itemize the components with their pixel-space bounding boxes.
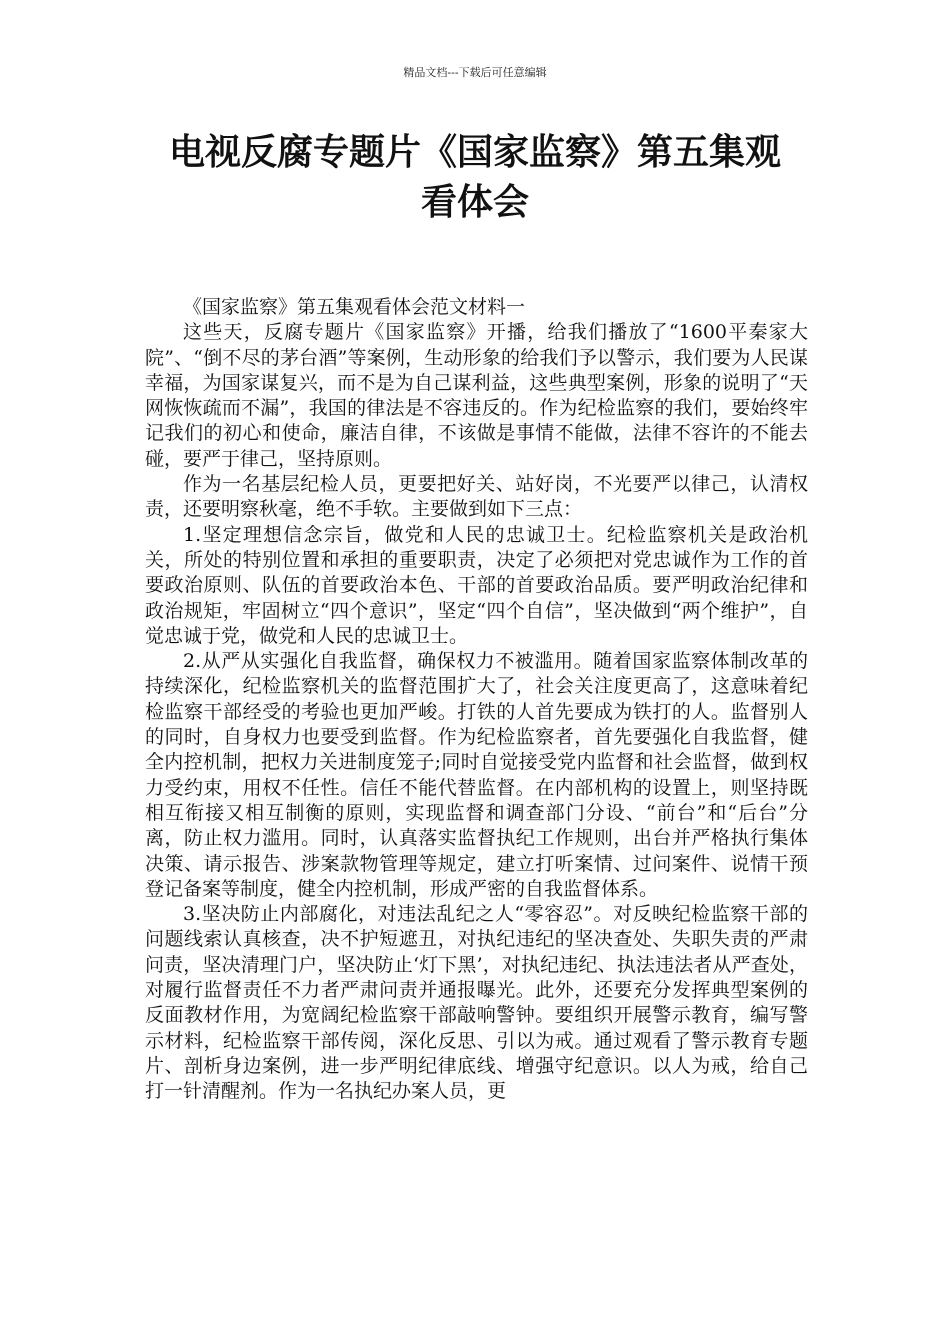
title-line-1: 电视反腐专题片《国家监察》第五集观 — [168, 132, 781, 173]
paragraph-point-1: 1.坚定理想信念宗旨，做党和人民的忠诚卫士。纪检监察机关是政治机关，所处的特别位置和承担的重要职责，决定了必须把对党忠诚作为工作的首要政治原则、队伍的首要政治本色、干部的首要政治品质。要严明政治纪律和政治规矩，牢固树立“四个意识”，坚定“四个自信”，坚决做到“两个维护”，自觉忠诚于党，做党和人民的忠诚卫士。 — [145, 523, 808, 647]
section-subheading: 《国家监察》第五集观看体会范文材料一 — [183, 296, 526, 318]
document-title — [140, 128, 810, 228]
paragraph-intro: 这些天，反腐专题片《国家监察》开播，给我们播放了“1600平秦家大院”、“倒不尽的茅台酒”等案例，生动形象的给我们予以警示，我们要为人民谋幸福，为国家谋复兴，而不是为自己谋利益，这些典型案例，形象的说明了“天网恢恢疏而不漏”，我国的律法是不容违反的。作为纪检监察的我们，要始终牢记我们的初心和使命，廉洁自律，不该做是事情不能做，法律不容许的不能去碰，要严于律己，坚持原则。 — [145, 321, 808, 470]
document-body — [145, 295, 808, 1105]
title-line-2: 看体会 — [420, 182, 529, 223]
paragraph-point-2: 2.从严从实强化自我监督，确保权力不被滥用。随着国家监察体制改革的持续深化，纪检监察机关的监督范围扩大了，社会关注度更高了，这意味着纪检监察干部经受的考验也更加严峻。打铁的人首先要成为铁打的人。监督别人的同时，自身权力也要受到监督。作为纪检监察者，首先要强化自我监督，健全内控机制，把权力关进制度笼子;同时自觉接受党内监督和社会监督，做到权力受约束，用权不任性。信任不能代替监督。在内部机构的设置上，则坚持既相互衔接又相互制衡的原则，实现监督和调查部门分设、“前台”和“后台”分离，防止权力滥用。同时，认真落实监督执纪工作规则，出台并严格执行集体决策、请示报告、涉案款物管理等规定，建立打听案情、过问案件、说情干预登记备案等制度，健全内控机制，形成严密的自我监督体系。 — [145, 650, 808, 900]
header-note: 精品文档---下载后可任意编辑 — [403, 66, 547, 79]
paragraph-point-3: 3.坚决防止内部腐化，对违法乱纪之人“零容忍”。对反映纪检监察干部的问题线索认真核查，决不护短遮丑，对执纪违纪的坚决查处、失职失责的严肃问责，坚决清理门户，坚决防止‘灯下黑’，对执纪违纪、执法违法者从严查处，对履行监督责任不力者严肃问责并通报曝光。此外，还要充分发挥典型案例的反面教材作用，为宽阔纪检监察干部敲响警钟。要组织开展警示教育，编写警示材料，纪检监察干部传阅，深化反思、引以为戒。通过观看了警示教育专题片、剖析身边案例，进一步严明纪律底线、增强守纪意识。以人为戒，给自己打一针清醒剂。作为一名执纪办案人员，更 — [145, 903, 808, 1103]
paragraph-role: 作为一名基层纪检人员，更要把好关、站好岗，不光要严以律己，认清权责，还要明察秋毫，绝不手软。主要做到如下三点： — [145, 473, 808, 521]
